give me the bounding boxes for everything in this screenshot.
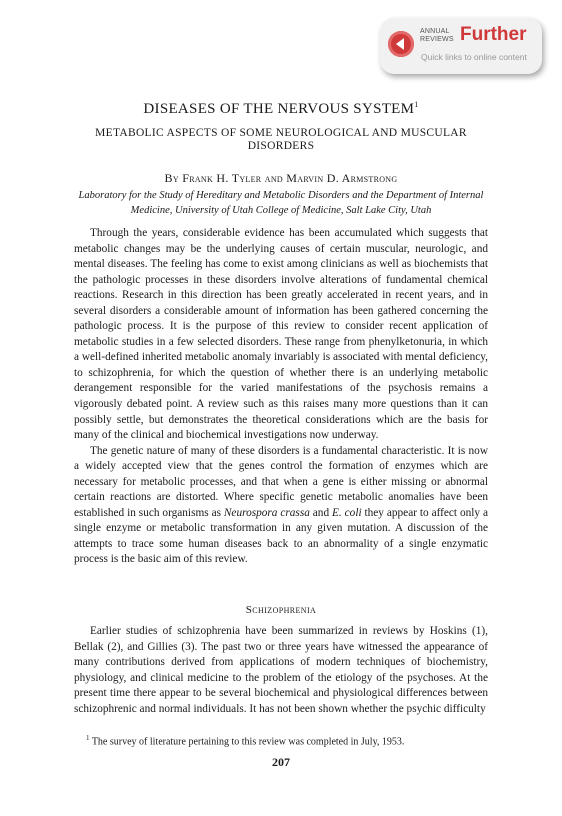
logo-reviews-text: REVIEWS	[420, 36, 454, 43]
section-heading: Schizophrenia	[245, 604, 317, 616]
paragraph-3: Earlier studies of schizophrenia have been summarized in reviews by Hoskins (1), Bellak (2), and Gillies (3). The past two or three years have witnessed the appearance of many contributions derived from applications of modern techniques of biochemistry, physiology, and clinical medicine to the problem of the etiology of the psychoses. At the present time there appear to be several biochemical and physiological differences between schizophrenic and normal individuals. It has not been shown whether the psychic difficulty	[74, 625, 488, 715]
schizophrenia-body	[74, 624, 488, 717]
footnote-text: The survey of literature pertaining to this review was completed in July, 1953.	[89, 736, 405, 748]
logo-annual-text: ANNUAL	[420, 28, 450, 35]
further-label: Further	[460, 24, 527, 45]
annual-reviews-further-badge[interactable]	[380, 18, 542, 74]
paragraph-2	[74, 444, 488, 568]
paragraph-1: Through the years, considerable evidence has been accumulated which suggests that metabolic changes may be the underlying causes of certain muscular, neurologic, and mental diseases. The feeling has come to exist among clinicians as well as biochemists that the pathologic processes in these disorders involve alterations of fundamental chemical reactions. Research in this direction has been greatly accelerated in recent years, and in several disorders a considerable amount of information has been gathered concerning the pathologic process. It is the purpose of this review to consider recent application of metabolic studies in a few selected disorders. These range from phenylketonuria, in which a well-defined inherited metabolic anomaly invariably is associated with mental deficiency, to schizophrenia, for which the question of whether there is an underlying metabolic derangement responsible for the varied manifestations of the psychosis remains a vigorously debated point. A review such as this raises many more questions than it can possibly settle, but demonstrates the theoretical considerations which are the basis for many of the clinical and biochemical investigations now underway.	[74, 227, 488, 442]
title-text: DISEASES OF THE NERVOUS SYSTEM	[143, 101, 415, 117]
article-title	[0, 100, 562, 118]
paragraph-2-text-a: The genetic nature of many of these disorders is a fundamental characteristic. It is now a widely accepted view that the genes control the formation of enzymes which are necessary for metabolic processes, and that when a gene is either missing or abnormal certain reactions are distorted. Where specific genetic metabolic anomalies have been established in such organisms as	[74, 444, 488, 519]
authors: By Frank H. Tyler and Marvin D. Armstrong	[164, 171, 398, 185]
title-footnote-mark: 1	[414, 100, 419, 109]
back-arrow-icon	[388, 31, 414, 57]
annual-reviews-logo	[420, 28, 454, 44]
article-subtitle: METABOLIC ASPECTS OF SOME NEUROLOGICAL AND MUSCULAR DISORDERS	[95, 127, 467, 152]
page-number: 207	[272, 755, 290, 769]
introduction-body	[74, 226, 488, 568]
further-tagline: Quick links to online content	[421, 52, 527, 62]
paragraph-2-text-b: they appear to affect only a single enzyme or metabolic transformation in any given mutation. A discussion of the attempts to trace some human diseases back to an abnormality of a single enzymatic process is the basic aim of this review.	[74, 506, 488, 566]
footnote-mark: 1	[86, 734, 90, 742]
footnote	[74, 734, 494, 747]
organism-neurospora: Neurospora crassa	[223, 506, 310, 519]
affiliation: Laboratory for the Study of Hereditary and Metabolic Disorders and the Department of Internal Medicine, University of Utah College of Medicine, Salt Lake City, Utah	[78, 190, 484, 216]
paragraph-2-conjunction: and	[309, 506, 333, 519]
organism-ecoli: E. coli	[332, 506, 362, 519]
